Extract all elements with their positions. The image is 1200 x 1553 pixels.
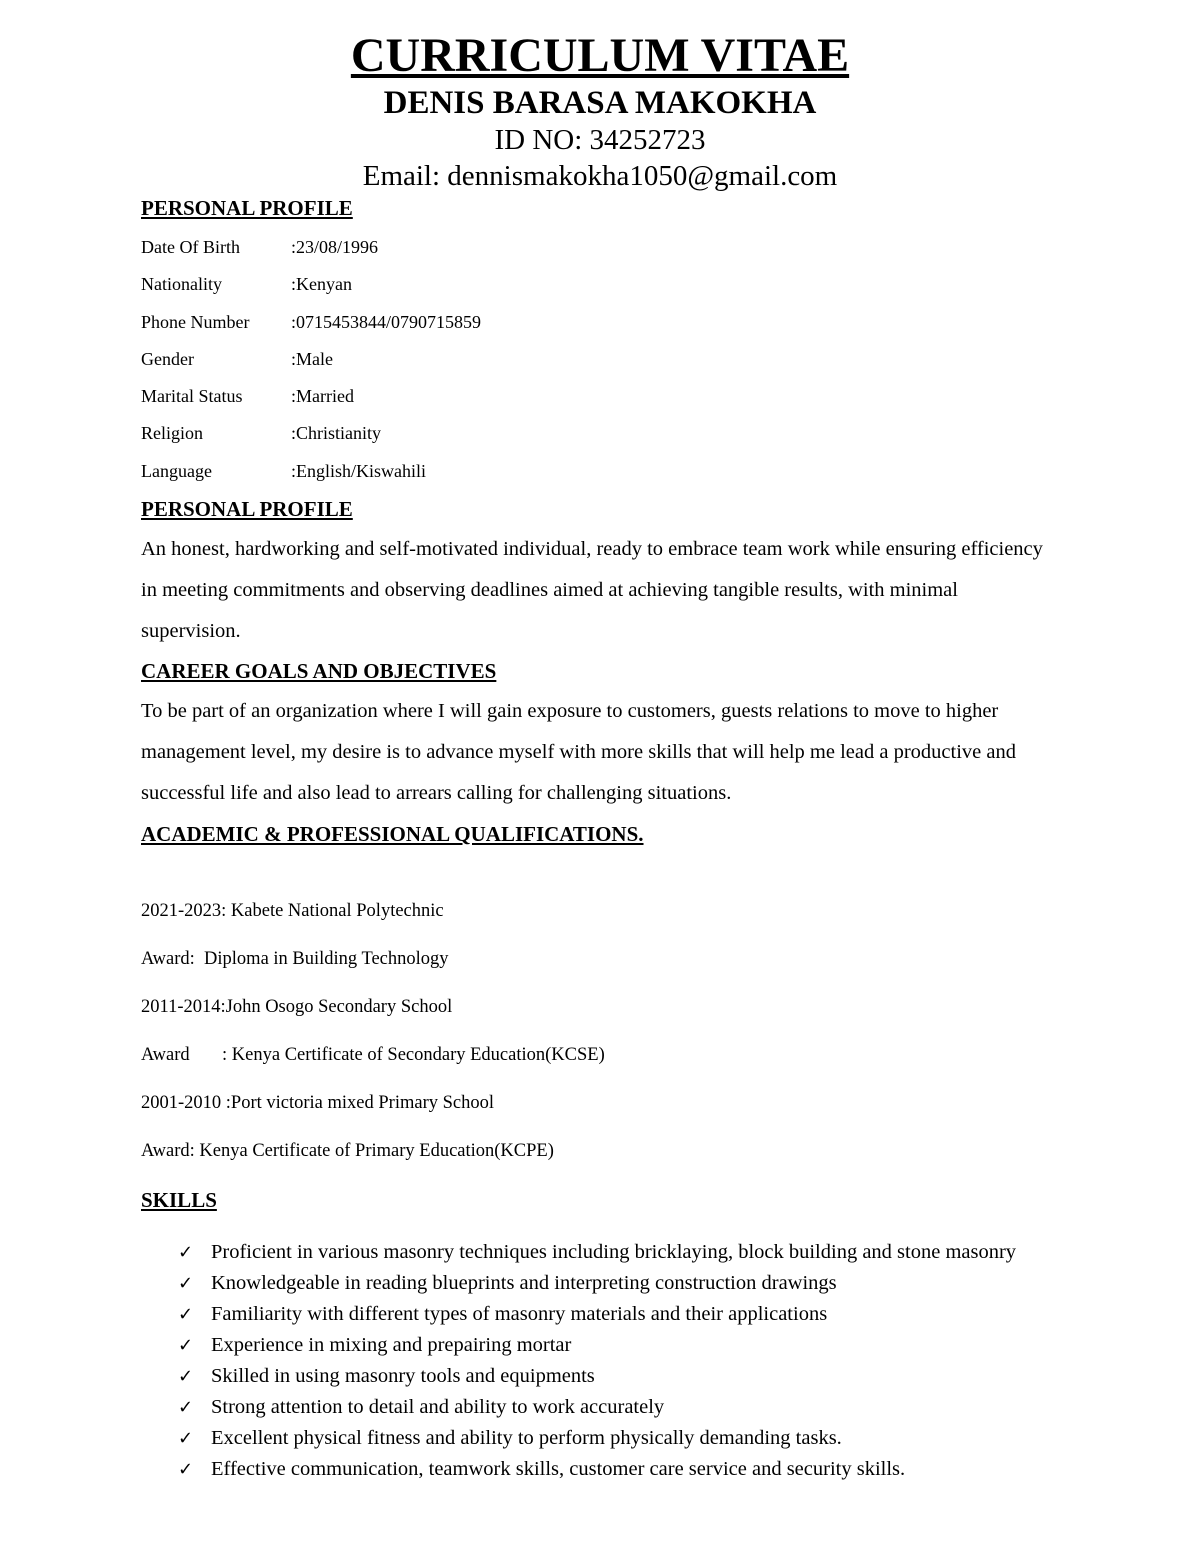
checkmark-icon: ✓: [178, 1273, 194, 1294]
qualification-entry: Award : Kenya Certificate of Secondary Education(KCSE): [141, 1045, 605, 1065]
skill-text: Experience in mixing and prepairing mortar: [211, 1334, 572, 1356]
career-goals-text: To be part of an organization where I will gain exposure to customers, guests relations to move to higher management level, my desire is to advance myself with more skills that will help me lead a productive and successful life and also lead to arrears calling for challenging situations.: [141, 700, 1016, 804]
personal-details: [141, 234, 481, 495]
skill-item: [178, 1454, 1078, 1485]
profile-label: Language: [141, 460, 212, 481]
candidate-name: DENIS BARASA MAKOKHA: [383, 85, 817, 121]
profile-label: Religion: [141, 423, 203, 444]
profile-row-language: [141, 458, 481, 495]
id-number: ID NO: 34252723: [494, 124, 706, 156]
profile-value: :English/Kiswahili: [291, 460, 426, 481]
profile-row-gender: [141, 346, 481, 383]
qualification-entry: Award: Kenya Certificate of Primary Education(KCPE): [141, 1141, 554, 1161]
document-title: CURRICULUM VITAE: [350, 29, 850, 82]
skill-text: Proficient in various masonry techniques including bricklaying, block building and stone masonry: [211, 1241, 1017, 1263]
skill-text: Skilled in using masonry tools and equipments: [211, 1365, 595, 1387]
profile-label: Marital Status: [141, 386, 243, 407]
checkmark-icon: ✓: [178, 1428, 194, 1449]
checkmark-icon: ✓: [178, 1304, 194, 1325]
checkmark-icon: ✓: [178, 1397, 194, 1418]
qualification-entry: 2001-2010 :Port victoria mixed Primary School: [141, 1093, 494, 1113]
skills-list: [178, 1237, 1078, 1485]
profile-value: :Married: [291, 386, 354, 407]
profile-row-nationality: [141, 271, 481, 308]
skill-item: [178, 1268, 1078, 1299]
skills-heading: SKILLS: [141, 1188, 217, 1212]
profile-summary-text: An honest, hardworking and self-motivated individual, ready to embrace team work while ensuring efficiency in meeting commitments and observing deadlines aimed at achieving tangible results, with minimal supervision.: [141, 538, 1043, 642]
skill-item: [178, 1423, 1078, 1454]
profile-label: Phone Number: [141, 311, 250, 332]
checkmark-icon: ✓: [178, 1366, 194, 1387]
skill-item: [178, 1361, 1078, 1392]
checkmark-icon: ✓: [178, 1242, 194, 1263]
cv-header: [0, 28, 1200, 194]
profile-row-phone: [141, 309, 481, 346]
profile-summary-heading: PERSONAL PROFILE: [141, 497, 353, 521]
skill-item: [178, 1299, 1078, 1330]
qualification-entry: Award: Diploma in Building Technology: [141, 949, 449, 969]
career-goals-heading: CAREER GOALS AND OBJECTIVES: [141, 659, 497, 683]
profile-value: :0715453844/0790715859: [291, 311, 482, 332]
qualifications-list: [141, 897, 605, 1185]
profile-value: :Christianity: [291, 423, 381, 444]
profile-row-dob: [141, 234, 481, 271]
qualification-entry: 2021-2023: Kabete National Polytechnic: [141, 901, 444, 921]
profile-value: :Kenyan: [291, 274, 352, 295]
qualifications-heading: ACADEMIC & PROFESSIONAL QUALIFICATIONS.: [141, 822, 644, 846]
skill-text: Familiarity with different types of masonry materials and their applications: [211, 1303, 828, 1325]
skill-item: [178, 1330, 1078, 1361]
personal-profile-heading: PERSONAL PROFILE: [141, 196, 353, 220]
profile-label: Gender: [141, 348, 194, 369]
profile-row-religion: [141, 420, 481, 457]
profile-label: Nationality: [141, 274, 222, 295]
skill-item: [178, 1392, 1078, 1423]
checkmark-icon: ✓: [178, 1335, 194, 1356]
qualification-entry: 2011-2014:John Osogo Secondary School: [141, 997, 453, 1017]
checkmark-icon: ✓: [178, 1459, 194, 1480]
profile-value: :23/08/1996: [291, 237, 379, 257]
profile-row-marital-status: [141, 383, 481, 420]
profile-label: Date Of Birth: [141, 237, 240, 257]
skill-text: Strong attention to detail and ability to work accurately: [211, 1396, 665, 1418]
skill-item: [178, 1237, 1078, 1268]
skill-text: Excellent physical fitness and ability to perform physically demanding tasks.: [211, 1427, 842, 1449]
email-address: Email: dennismakokha1050@gmail.com: [362, 160, 838, 192]
skill-text: Knowledgeable in reading blueprints and interpreting construction drawings: [211, 1272, 837, 1294]
skill-text: Effective communication, teamwork skills, customer care service and security skills.: [211, 1458, 906, 1480]
profile-value: :Male: [291, 348, 333, 369]
